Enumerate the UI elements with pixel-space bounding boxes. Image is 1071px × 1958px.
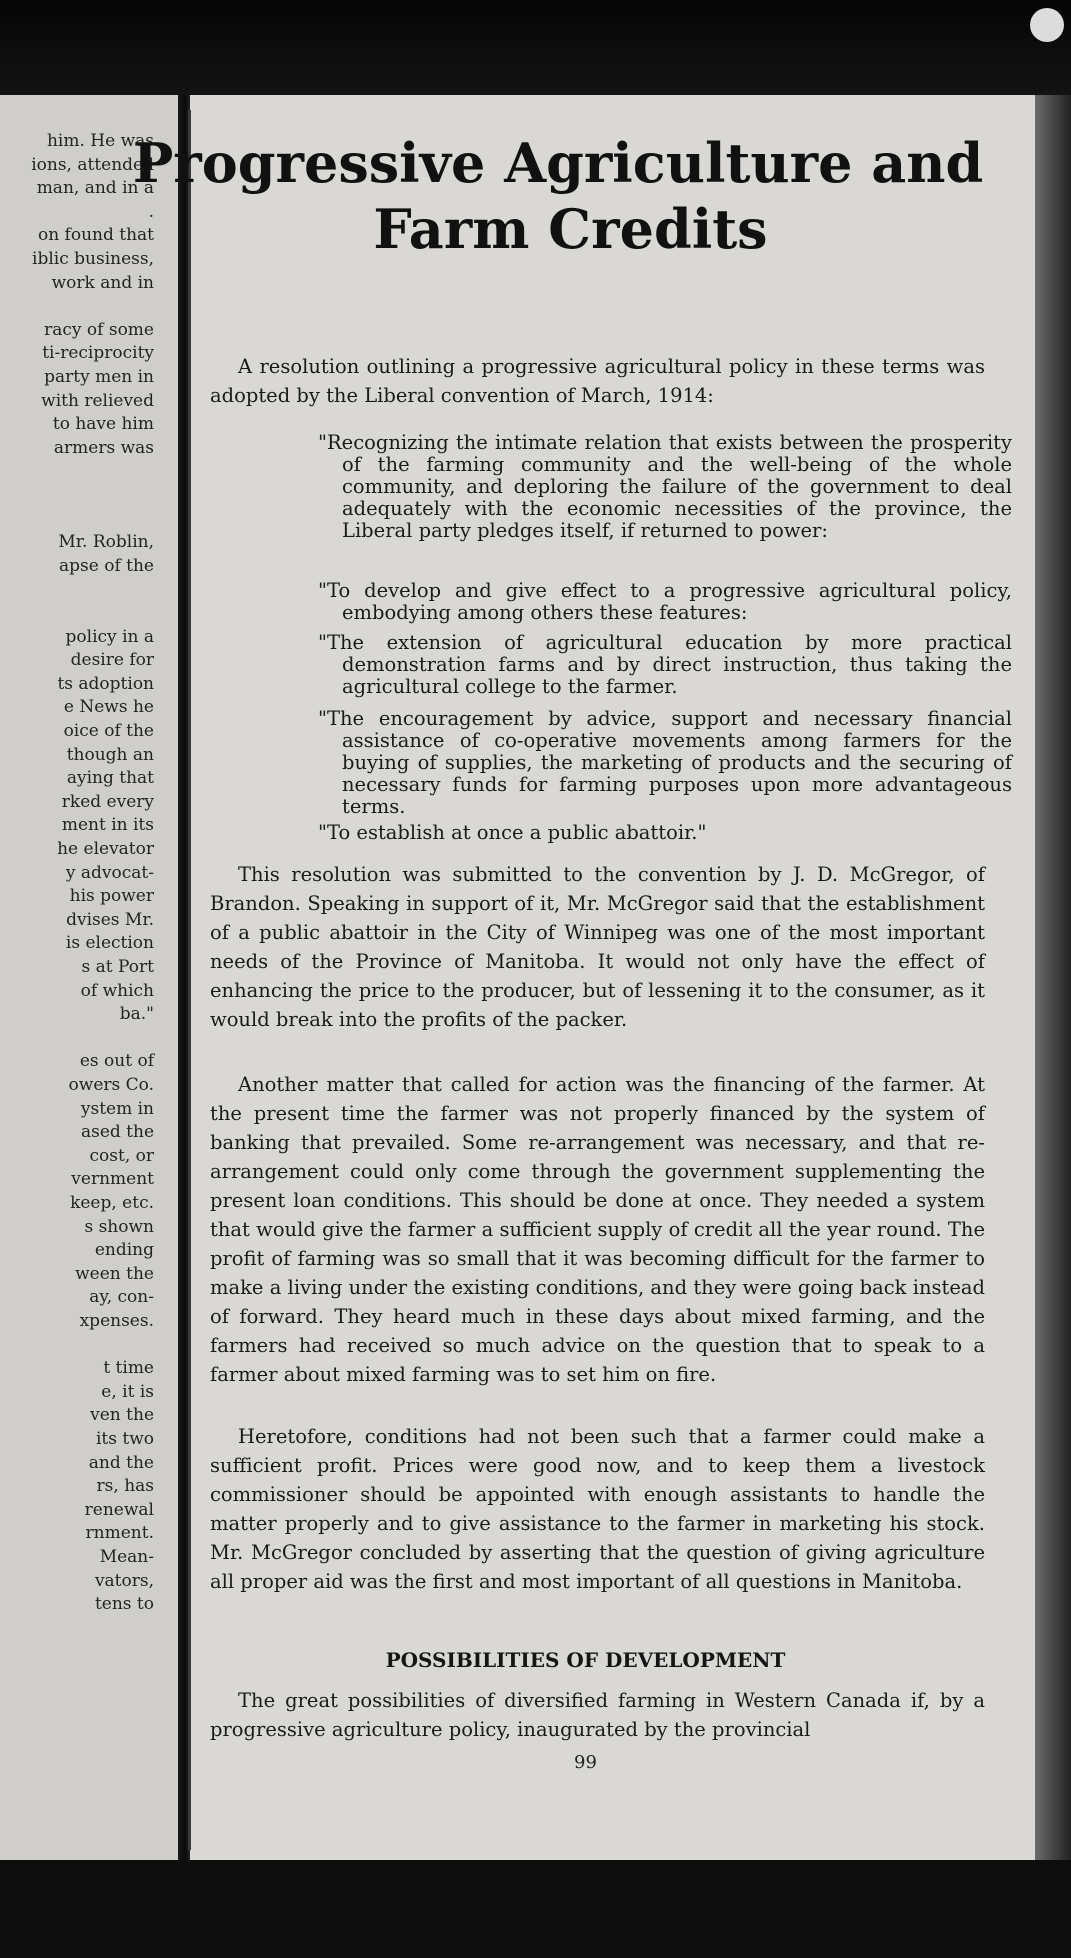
page-left-rule	[188, 110, 191, 1850]
left-page-line: apse of the	[59, 555, 154, 576]
paragraph-financing: Another matter that called for action was the financing of the farmer. At the present time the farmer was not properly financed by the system of banking that prevailed. Some re-arrangement was necessary, and that re-arrangement could only come through the government supplementing the present loan conditions. This should be done at once. They needed a system that would give the farmer a sufficient supply of credit all the year round. The profit of farming was so small that it was becoming difficult for the farmer to make a living under the existing conditions, and they were going back instead of forward. They heard much in these days about mixed farming, and the farmers had received so much advice on the question that to speak to a farmer about mixed farming was to set him on fire.	[210, 1073, 985, 1386]
scan-dust-speck	[1030, 8, 1064, 42]
resolution-quote-1: "Recognizing the intimate relation that exists between the prosperity of the farming community and the well-being of the whole community, and deploring the failure of the government to deal adequately with the economic necessities of the province, the Liberal party pledges itself, if returned to power:	[318, 431, 1012, 542]
left-page-line: of which	[80, 980, 154, 1001]
left-page-line: ts adoption	[57, 673, 154, 694]
left-page-line: oice of the	[63, 721, 154, 741]
left-page-line: s at Port	[81, 957, 154, 977]
left-page-line: ti-reciprocity	[42, 343, 154, 364]
left-page-line: ay, con-	[89, 1287, 154, 1308]
left-page-line: keep, etc.	[70, 1193, 154, 1213]
page-edge-shadow	[1035, 95, 1071, 1865]
left-page-line: his power	[69, 886, 154, 907]
left-page-line: rked every	[61, 791, 154, 812]
left-page-line: owers Co.	[68, 1075, 154, 1095]
title-line-2: Farm Credits	[373, 197, 768, 261]
left-page-line: on found that	[37, 225, 154, 246]
left-page-line: its two	[95, 1429, 154, 1449]
article-title	[0, 130, 1071, 262]
section-subheading: POSSIBILITIES OF DEVELOPMENT	[385, 1648, 786, 1672]
resolution-quote-5: "To establish at once a public abattoir."	[318, 821, 707, 844]
left-page-line: ween the	[75, 1263, 154, 1284]
left-page-line: vernment	[71, 1169, 154, 1190]
title-line-1: Progressive Agriculture and	[132, 131, 984, 195]
left-page-fragment	[0, 95, 180, 1865]
left-page-line: ased the	[80, 1122, 154, 1143]
page-number: 99	[574, 1752, 597, 1773]
scan-background-bottom	[0, 1860, 1071, 1958]
left-page-line: ending	[94, 1240, 154, 1261]
left-page-line: e, it is	[101, 1381, 154, 1402]
left-page-line: dvises Mr.	[66, 909, 154, 930]
paragraph-abattoir: This resolution was submitted to the convention by J. D. McGregor, of Brandon. Speaking in support of it, Mr. McGregor said that the establishment of a public abattoir in the City of Winnipeg was one of the most important needs of the Province of Manitoba. It would not only have the effect of enhancing the price to the producer, but of lessening it to the consumer, as it would break into the profits of the packer.	[210, 863, 985, 1031]
left-page-line: racy of some	[44, 319, 154, 340]
left-page-line: renewal	[84, 1499, 154, 1520]
resolution-quote-4: "The encouragement by advice, support and necessary financial assistance of co-operative movements among farmers for the buying of supplies, the marketing of products and the securing of necessary funds for farming purposes upon more advantageous terms.	[318, 707, 1012, 818]
left-page-line: ba."	[119, 1004, 154, 1025]
left-page-line: es out of	[79, 1051, 154, 1072]
left-page-line: rnment.	[85, 1523, 154, 1544]
paragraph-livestock: Heretofore, conditions had not been such that a farmer could make a sufficient profit. Prices were good now, and to keep them a livestock commissioner should be appointed with enough assistants to handle the matter properly and to give assistance to the farmer in marketing his stock. Mr. McGregor concluded by asserting that the question of giving agriculture all proper aid was the first and most important of all questions in Manitoba.	[210, 1425, 985, 1593]
left-page-line: vators,	[94, 1570, 154, 1591]
left-page-line: .	[148, 201, 154, 222]
resolution-quote-2: "To develop and give effect to a progressive agricultural policy, embodying among others these features:	[318, 579, 1012, 624]
left-page-line: ment in its	[61, 815, 154, 836]
left-page-line: with relieved	[41, 390, 154, 411]
left-page-line: party men in	[44, 367, 154, 387]
left-page-line: is election	[65, 933, 154, 954]
left-page-line: Mean-	[99, 1547, 154, 1567]
left-page-line: e News he	[63, 697, 154, 718]
left-page-line: armers was	[53, 437, 154, 458]
paragraph-possibilities: The great possibilities of diversified farming in Western Canada if, by a progressive agriculture policy, inaugurated by the provincial	[210, 1689, 985, 1741]
left-page-line: rs, has	[96, 1476, 154, 1497]
left-page-line: cost, or	[89, 1145, 154, 1166]
left-page-line: policy in a	[65, 626, 154, 647]
intro-paragraph: A resolution outlining a progressive agricultural policy in these terms was adopted by the Liberal convention of March, 1914:	[210, 355, 985, 407]
left-page-line: tens to	[94, 1594, 154, 1615]
left-page-line: ven the	[90, 1405, 154, 1426]
left-page-line: work and in	[51, 272, 154, 293]
left-page-line: ystem in	[80, 1098, 154, 1119]
left-page-line: man, and in a	[36, 178, 154, 199]
left-page-line: ions, attended	[31, 154, 154, 175]
left-page-line: him. He was	[46, 131, 154, 151]
left-page-line: t time	[103, 1358, 154, 1379]
left-page-line: s shown	[84, 1216, 154, 1237]
left-page-line: xpenses.	[79, 1311, 154, 1331]
left-page-line: he elevator	[57, 839, 154, 859]
left-page-line: y advocat-	[65, 862, 154, 883]
left-page-line: and the	[88, 1452, 154, 1473]
left-page-line: aying that	[66, 768, 154, 789]
scan-background-top	[0, 0, 1071, 100]
left-page-line: desire for	[70, 650, 154, 671]
left-page-line: to have him	[52, 414, 154, 435]
left-page-line: iblic business,	[32, 249, 154, 269]
left-page-line: though an	[66, 744, 154, 765]
resolution-quote-3: "The extension of agricultural education by more practical demonstration farms and by direct instruction, thus taking the agricultural college to the farmer.	[318, 631, 1012, 698]
left-page-line: Mr. Roblin,	[58, 532, 154, 553]
